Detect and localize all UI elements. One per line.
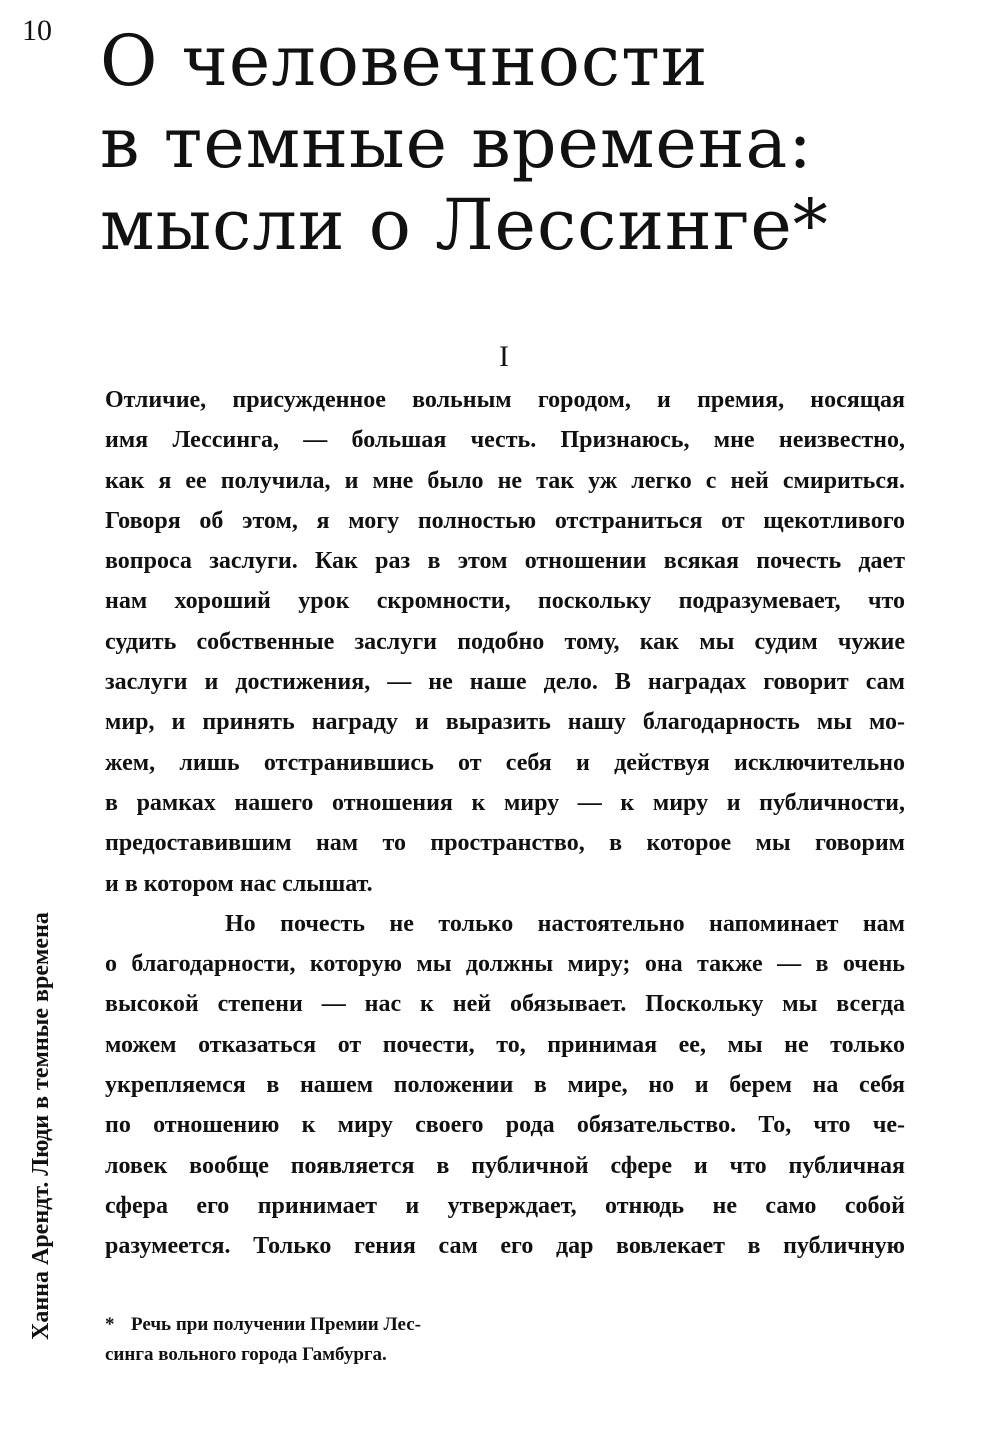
- text-line: предоставившим нам то пространство, в которое мы говорим: [105, 830, 905, 857]
- text-line: сфера его принимает и утверждает, отнюдь не само собой: [105, 1192, 905, 1219]
- text-line: ловек вообще появляется в публичной сфере и что публичная: [105, 1152, 905, 1179]
- running-head: Ханна Арендт. Люди в темные времена: [28, 912, 54, 1340]
- text-line: заслуги и достижения, — не наше дело. В наградах говорит сам: [105, 669, 905, 696]
- title-line: мысли о Лессинге*: [100, 184, 829, 266]
- text-line: имя Лессинга, — большая честь. Признаюсь, мне неизвестно,: [105, 427, 905, 454]
- text-line: Отличие, присужденное вольным городом, и премия, носящая: [105, 387, 905, 413]
- text-line: разумеется. Только гения сам его дар вовлекает в публичную: [105, 1233, 905, 1260]
- text-line: укрепляемся в нашем положении в мире, но и берем на себя: [105, 1072, 905, 1099]
- footnote-mark: *: [105, 1314, 115, 1335]
- text-line: Говоря об этом, я могу полностью отстраниться от щекотливого: [105, 507, 905, 534]
- text-line: в рамках нашего отношения к миру — к миру и публичности,: [105, 789, 905, 816]
- text-line: можем отказаться от почести, то, принимая ее, мы не только: [105, 1031, 905, 1058]
- footnote-line: синга вольного города Гамбурга.: [105, 1344, 387, 1365]
- text-line: высокой степени — нас к ней обязывает. Поскольку мы всегда: [105, 991, 905, 1018]
- text-line: вопроса заслуги. Как раз в этом отношении всякая почесть дает: [105, 548, 905, 575]
- text-line: жем, лишь отстранившись от себя и действуя исключительно: [105, 749, 905, 776]
- text-line: и в котором нас слышат.: [105, 870, 373, 897]
- text-line: по отношению к миру своего рода обязательство. То, что че-: [105, 1112, 905, 1139]
- section-numeral: I: [499, 340, 509, 373]
- text-line: мир, и принять награду и выразить нашу благодарность мы мо-: [105, 709, 905, 736]
- chapter-title: [100, 20, 970, 266]
- footnote-line: [105, 1310, 475, 1340]
- text-line: как я ее получила, и мне было не так уж легко с ней смириться.: [105, 467, 905, 494]
- text-line: судить собственные заслуги подобно тому, как мы судим чужие: [105, 628, 905, 655]
- title-line: О человечности: [100, 20, 709, 102]
- text-line: Но почесть не только настоятельно напоминает нам: [225, 910, 905, 937]
- body-text: [105, 380, 905, 1267]
- footnote: [105, 1310, 475, 1370]
- section-heading: [0, 340, 1000, 374]
- footnote-text: Речь при получении Премии Лес-: [131, 1314, 421, 1335]
- page-number: 10: [22, 14, 52, 47]
- title-line: в темные времена:: [100, 102, 813, 184]
- text-line: нам хороший урок скромности, поскольку подразумевает, что: [105, 588, 905, 615]
- text-line: о благодарности, которую мы должны миру; она также — в очень: [105, 951, 905, 978]
